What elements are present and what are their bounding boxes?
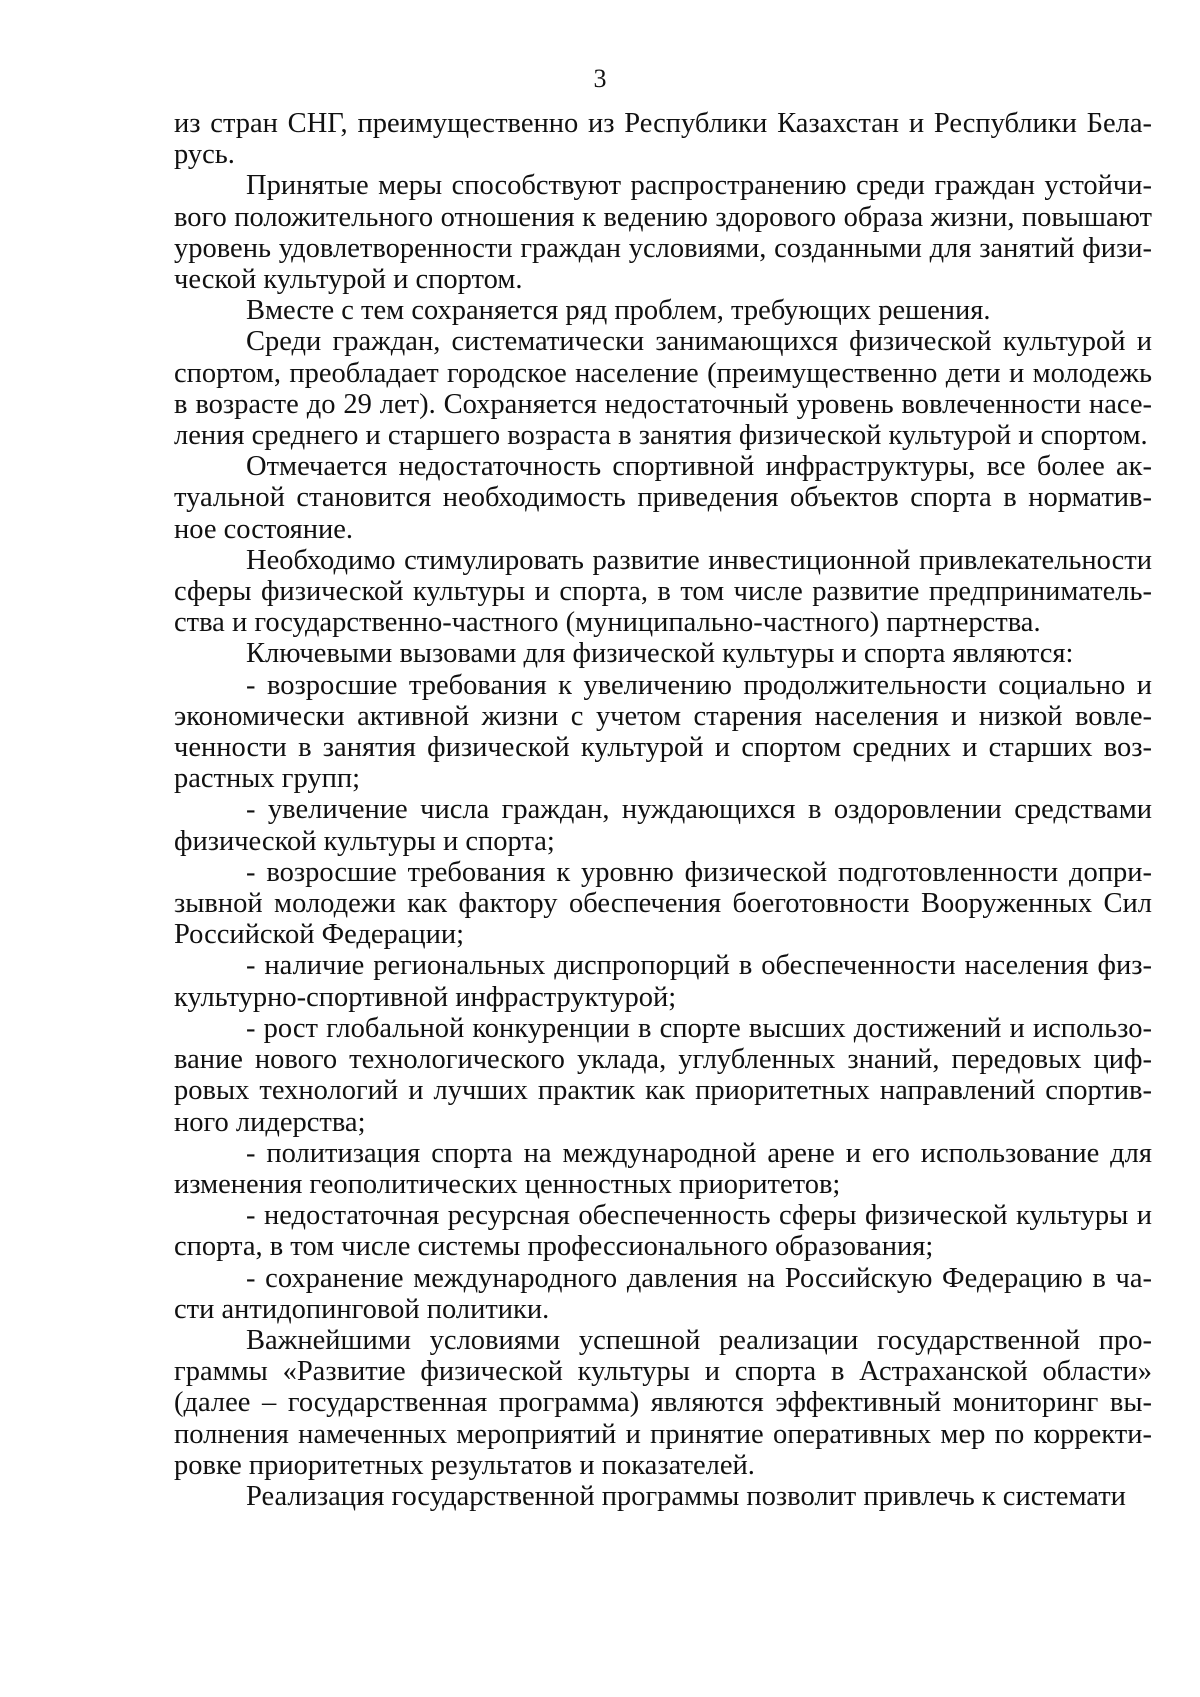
paragraph: из стран СНГ, преимущественно из Республики Казахстан и Республики Беларусь. bbox=[174, 108, 1152, 171]
paragraph: Реализация государственной программы позволит привлечь к системати bbox=[246, 1480, 1126, 1512]
list-item: - возросшие требования к уровню физической подготовленности допризывной молодежи как фактору обеспечения боеготовности Вооруженных Сил Российской Федерации; bbox=[174, 856, 1152, 951]
page-number: 3 bbox=[593, 64, 607, 93]
list-item: - политизация спорта на международной арене и его использование для изменения геополитических ценностных приоритетов; bbox=[174, 1137, 1152, 1200]
body-text bbox=[174, 108, 1152, 1512]
paragraph: Отмечается недостаточность спортивной инфраструктуры, все более актуальной становится необходимость приведения объектов спорта в нормативное состояние. bbox=[174, 451, 1152, 545]
paragraph: Ключевыми вызовами для физической культуры и спорта являются: bbox=[246, 638, 1074, 670]
list-item: - недостаточная ресурсная обеспеченность сферы физической культуры и спорта, в том числе системы профессионального образования; bbox=[174, 1200, 1152, 1263]
paragraph: Принятые меры способствуют распространению среди граждан устойчивого положительного отношения к ведению здорового образа жизни, повышают уровень удовлетворенности граждан условиями, созданными для занятий физической культурой и спортом. bbox=[174, 170, 1152, 296]
paragraph: Необходимо стимулировать развитие инвестиционной привлекательности сферы физической культуры и спорта, в том числе развитие предпринимательства и государственно-частного (муниципально-частного) партнерства. bbox=[174, 544, 1152, 639]
paragraph: Вместе с тем сохраняется ряд проблем, требующих решения. bbox=[246, 295, 991, 327]
list-item: - рост глобальной конкуренции в спорте высших достижений и использование нового технологического уклада, углубленных знаний, передовых цифровых технологий и лучших практик как приоритетных направлений спортивного лидерства; bbox=[174, 1012, 1152, 1138]
paragraph: Важнейшими условиями успешной реализации государственной программы «Развитие физической культуры и спорта в Астраханской области» (далее – государственная программа) являются эффективный мониторинг выполнения намеченных мероприятий и принятие оперативных мер по корректировке приоритетных результатов и показателей. bbox=[174, 1324, 1152, 1481]
paragraph: Среди граждан, систематически занимающихся физической культурой и спортом, преобладает городское население (преимущественно дети и молодежь в возрасте до 29 лет). Сохраняется недостаточный уровень вовлеченности населения среднего и старшего возраста в занятия физической культурой и спортом. bbox=[174, 326, 1152, 452]
list-item: - наличие региональных диспропорций в обеспеченности населения физкультурно-спортивной инфраструктурой; bbox=[174, 950, 1152, 1013]
list-item: - увеличение числа граждан, нуждающихся в оздоровлении средствами физической культуры и спорта; bbox=[174, 794, 1152, 857]
list-item: - сохранение международного давления на Российскую Федерацию в части антидопинговой политики. bbox=[174, 1262, 1152, 1325]
list-item: - возросшие требования к увеличению продолжительности социально и экономически активной жизни с учетом старения населения и низкой вовлеченности в занятия физической культурой и спортом средних и старших возрастных групп; bbox=[174, 669, 1152, 795]
